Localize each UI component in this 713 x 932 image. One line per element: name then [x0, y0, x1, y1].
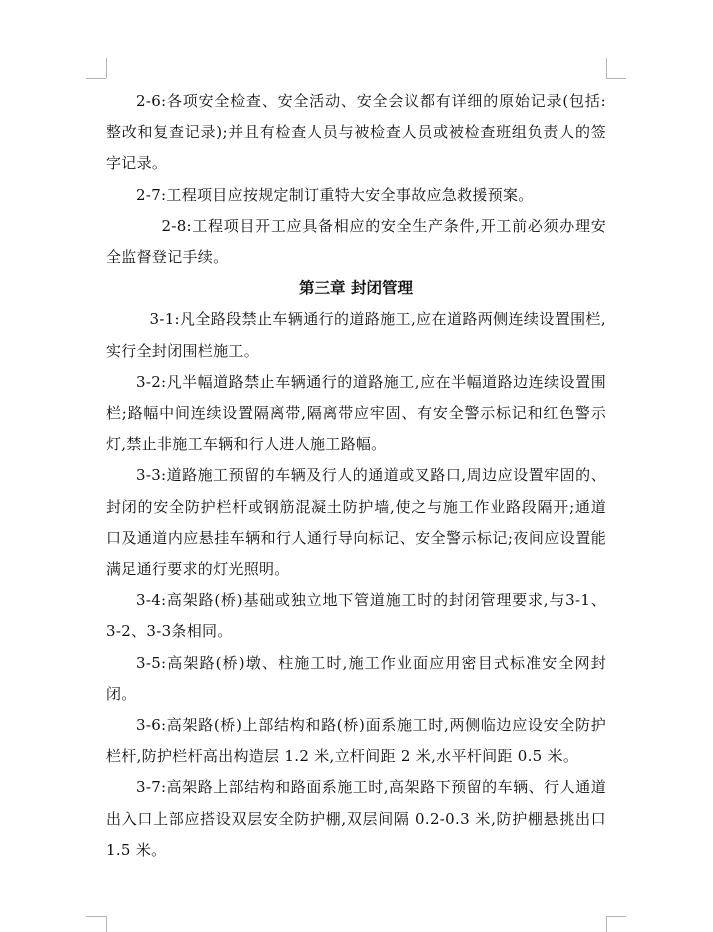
- document-body: [106, 86, 606, 866]
- margin-mark-top-right-vertical: [606, 58, 607, 78]
- margin-mark-bottom-left-horizontal: [86, 916, 106, 917]
- margin-mark-top-right-horizontal: [606, 78, 626, 79]
- margin-mark-bottom-right-horizontal: [606, 916, 626, 917]
- paragraph-3-1: 3-1:凡全路段禁止车辆通行的道路施工,应在道路两侧连续设置围栏,实行全封闭围栏施工。: [106, 310, 606, 360]
- paragraph-3-3: 3-3:道路施工预留的车辆及行人的通道或叉路口,周边应设置牢固的、封闭的安全防护栏杆或钢筋混凝土防护墙,使之与施工作业路段隔开;通道口及通道内应悬挂车辆和行人通行导向标记、安全警示标记;夜间应设置能满足通行要求的灯光照明。: [106, 466, 606, 579]
- margin-mark-top-left-vertical: [106, 58, 107, 78]
- chapter-title: 第三章 封闭管理: [299, 279, 413, 298]
- paragraph-3-5: 3-5:高架路(桥)墩、柱施工时,施工作业面应用密目式标准安全网封闭。: [106, 653, 606, 703]
- paragraph-2-7: 2-7:工程项目应按规定制订重特大安全事故应急救援预案。: [136, 185, 534, 204]
- paragraph-3-2: 3-2:凡半幅道路禁止车辆通行的道路施工,应在半幅道路边连续设置围栏;路幅中间连续设置隔离带,隔离带应牢固、有安全警示标记和红色警示灯,禁止非施工车辆和行人进人施工路幅。: [106, 372, 606, 454]
- margin-mark-top-left-horizontal: [86, 78, 106, 79]
- paragraph-2-6: 2-6:各项安全检查、安全活动、安全会议都有详细的原始记录(包括:整改和复查记录);并且有检查人员与被检查人员或被检查班组负责人的签字记录。: [106, 92, 606, 173]
- paragraph-3-4: 3-4:高架路(桥)基础或独立地下管道施工时的封闭管理要求,与3-1、3-2、3-3条相同。: [106, 591, 606, 641]
- paragraph-3-7: 3-7:高架路上部结构和路面系施工时,高架路下预留的车辆、行人通道出入口上部应搭设双层安全防护棚,双层间隔 0.2-0.3 米,防护棚悬挑出口 1.5 米。: [106, 778, 606, 859]
- paragraph-3-6: 3-6:高架路(桥)上部结构和路(桥)面系施工时,两侧临边应设安全防护栏杆,防护栏杆高出构造层 1.2 米,立杆间距 2 米,水平杆间距 0.5 米。: [106, 716, 606, 766]
- paragraph-2-8: 2-8:工程项目开工应具备相应的安全生产条件,开工前必须办理安全监督登记手续。: [106, 216, 606, 267]
